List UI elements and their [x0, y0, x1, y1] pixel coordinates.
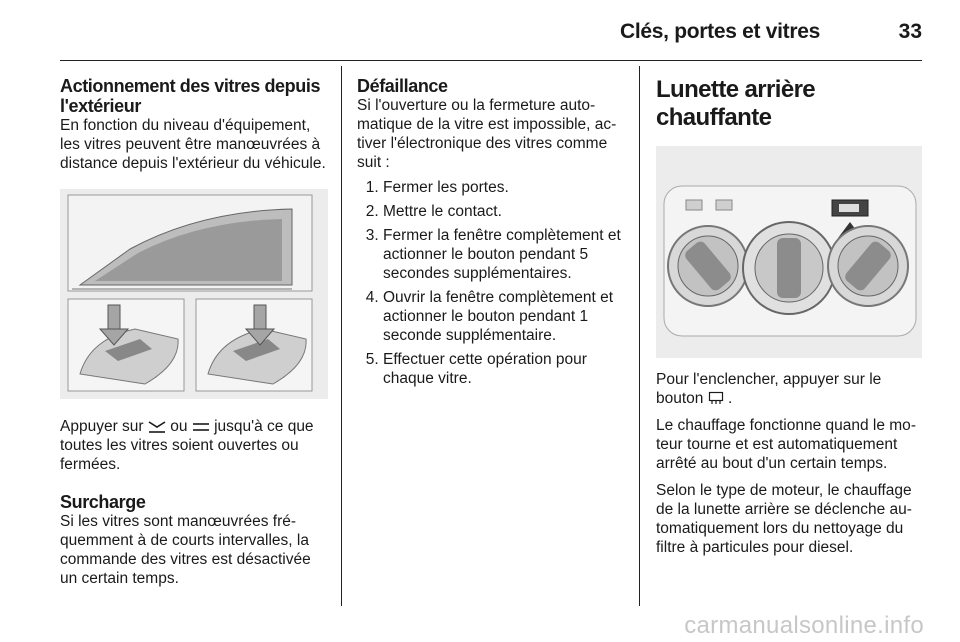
list-item: 3. Fermer la fenêtre complètement et actionner le bouton pendant 5 secondes supplémentaires.	[383, 226, 623, 283]
page-number: 33	[898, 20, 922, 43]
remote-windows-intro: En fonction du niveau d'équipement, les vitres peuvent être manœuvrées à distance depuis l'extérieur du véhicule.	[60, 117, 326, 172]
section-heading-rear-window-heating: Lunette arrière chauffante	[656, 76, 816, 131]
page-header-title: Clés, portes et vitres	[620, 20, 820, 43]
rear-heating-activation: Pour l'enclencher, appuyer sur le bouton .	[656, 371, 882, 407]
header-rule	[60, 60, 922, 61]
press-instruction: Appuyer sur ou jusqu'à ce que toutes les vitres soient ouvertes ou fermées.	[60, 418, 314, 473]
list-item: 4. Ouvrir la fenêtre complètement et actionner le bouton pendant 1 seconde supplémentaire.	[383, 288, 623, 345]
list-item: 1. Fermer les portes.	[383, 178, 623, 197]
section-heading-overload: Surcharge	[60, 492, 146, 512]
window-close-icon	[192, 421, 210, 433]
list-item: 5. Effectuer cette opération pour chaque vitre.	[383, 350, 623, 388]
column-divider-left	[341, 66, 342, 606]
rear-window-heating-icon	[708, 390, 724, 406]
watermark: carmanualsonline.info	[684, 612, 924, 639]
malfunction-steps	[357, 178, 623, 388]
rear-heating-diesel-filter: Selon le type de moteur, le chauffage de la lunette arrière se déclenche automatiquement lors du nettoyage du filtre à particules pour diesel.	[656, 482, 912, 556]
malfunction-intro: Si l'ouverture ou la fermeture automatique de la vitre est impossible, activer l'électronique des vitres comme suit :	[357, 97, 617, 171]
remote-key-illustration	[60, 189, 328, 399]
list-item: 2. Mettre le contact.	[383, 202, 623, 221]
overload-text: Si les vitres sont manœuvrées fréquemment à de courts intervalles, la commande des vitres est désactivée un certain temps.	[60, 513, 311, 587]
column-malfunction	[357, 76, 623, 393]
window-open-icon	[148, 421, 166, 433]
section-heading-malfunction: Défaillance	[357, 76, 448, 96]
column-rear-window-heating	[656, 76, 922, 557]
rear-heating-operation: Le chauffage fonctionne quand le moteur tourne et est automatiquement arrêté au bout d'un certain temps.	[656, 417, 916, 472]
column-remote-windows	[60, 76, 328, 588]
section-heading-remote-windows: Actionnement des vitres depuis l'extérieur	[60, 76, 321, 116]
climate-control-illustration	[656, 146, 922, 358]
column-divider-right	[639, 66, 640, 606]
